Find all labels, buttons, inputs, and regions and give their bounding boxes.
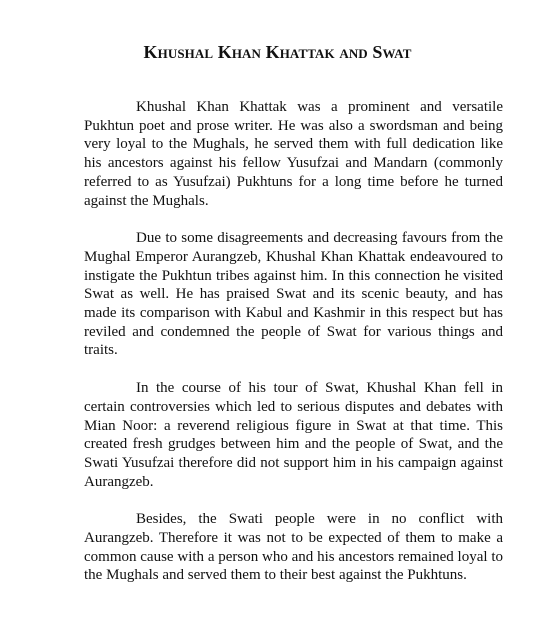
paragraph: In the course of his tour of Swat, Khushal Khan fell in certain controversies which led to serious disputes and debates with Mian Noor: a reverend religious figure in Swat at that time. This created fresh grudges between him and the people of Swat, and the Swati Yusufzai therefore did not support him in his campaign against Aurangzeb.: [84, 380, 503, 490]
paragraph: Khushal Khan Khattak was a prominent and versatile Pukhtun poet and prose writer. He was also a swordsman and being very loyal to the Mughals, he served them with full dedication like his ancestors against his fellow Yusufzai and Mandarn (commonly referred to as Yusufzai) Pukhtuns for a long time before he turned against the Mughals.: [84, 99, 503, 209]
paragraph: Due to some disagreements and decreasing favours from the Mughal Emperor Aurangzeb, Khushal Khan Khattak endeavoured to instigate the Pukhtun tribes against him. In this connection he visited Swat as well. He has praised Swat and its scenic beauty, and has made its comparison with Kabul and Kashmir in this respect but has reviled and condemned the people of Swat for various things and traits.: [84, 230, 503, 359]
paragraph: Besides, the Swati people were in no conflict with Aurangzeb. Therefore it was not to be expected of them to make a common cause with a person who and his ancestors remained loyal to the Mughals and served them to their best against the Pukhtuns.: [84, 511, 503, 584]
document-body: [84, 98, 503, 604]
page-title: Khushal Khan Khattak and Swat: [143, 42, 412, 62]
